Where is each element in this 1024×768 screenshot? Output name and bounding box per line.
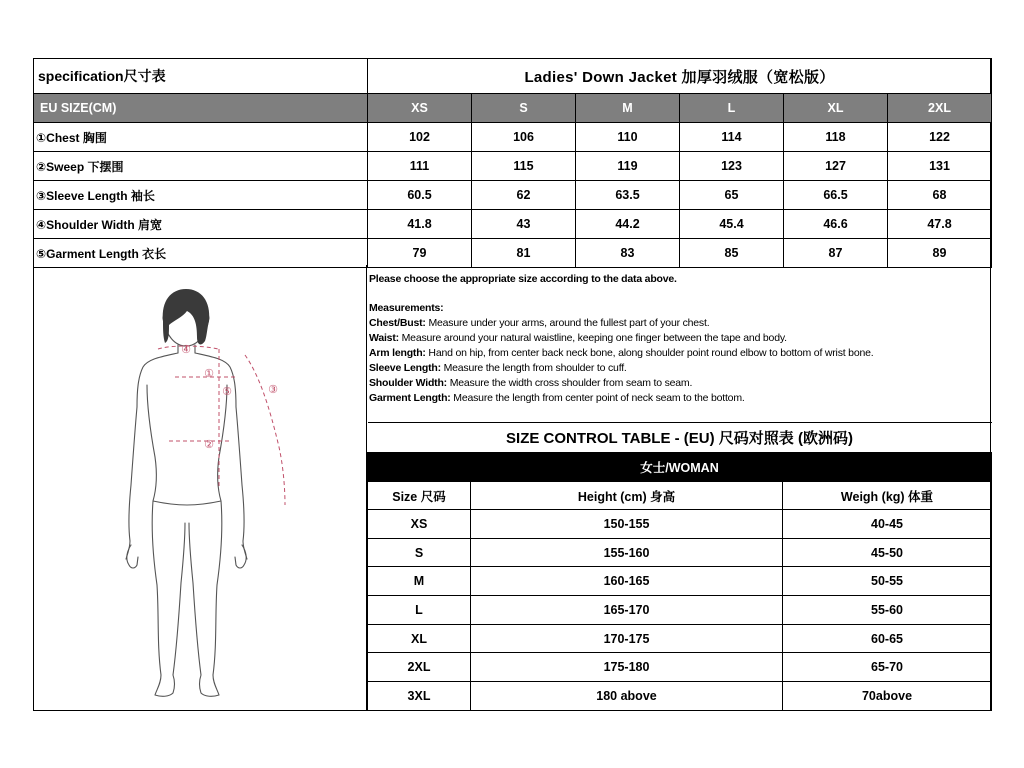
marker-sleeve: ③ <box>268 384 278 396</box>
sheet-label: specification尺寸表 <box>34 59 368 94</box>
measurement-value: 114 <box>680 123 784 152</box>
note-term: Waist: <box>369 332 399 344</box>
size-col-header: XS <box>368 94 472 123</box>
height-cell: 165-170 <box>471 596 783 625</box>
measurement-value: 62 <box>472 181 576 210</box>
notes-heading: Measurements: <box>369 302 444 314</box>
measurement-value: 131 <box>888 152 992 181</box>
table-row <box>368 596 992 625</box>
column-header-size: Size 尺码 <box>368 482 471 510</box>
weight-cell: 60-65 <box>783 624 992 653</box>
measurement-label: ②Sweep 下摆围 <box>34 152 368 181</box>
note-shoulder-width <box>369 376 989 391</box>
measurement-value: 44.2 <box>576 210 680 239</box>
size-cell: XL <box>368 624 471 653</box>
weight-cell: 65-70 <box>783 653 992 682</box>
size-header-label: EU SIZE(CM) <box>34 94 368 123</box>
measurement-value: 111 <box>368 152 472 181</box>
size-cell: 3XL <box>368 682 471 711</box>
size-control-title: SIZE CONTROL TABLE - (EU) 尺码对照表 (欧洲码) <box>368 423 992 453</box>
measurement-value: 68 <box>888 181 992 210</box>
measurement-label: ③Sleeve Length 袖长 <box>34 181 368 210</box>
measurement-row-sleeve <box>34 181 992 210</box>
size-spec-table <box>33 58 992 268</box>
measurement-value: 83 <box>576 239 680 268</box>
note-garment-length <box>369 391 989 406</box>
measurement-value: 118 <box>784 123 888 152</box>
measurement-value: 79 <box>368 239 472 268</box>
measurement-value: 106 <box>472 123 576 152</box>
note-term: Sleeve Length: <box>369 362 441 374</box>
table-row <box>368 510 992 539</box>
note-term: Arm length: <box>369 347 426 359</box>
measurement-value: 87 <box>784 239 888 268</box>
table-row <box>368 624 992 653</box>
table-row <box>368 653 992 682</box>
product-title: Ladies' Down Jacket 加厚羽绒服（宽松版） <box>368 59 992 94</box>
size-cell: XS <box>368 510 471 539</box>
measurement-value: 65 <box>680 181 784 210</box>
measurement-value: 85 <box>680 239 784 268</box>
note-waist <box>369 331 989 346</box>
measurement-value: 123 <box>680 152 784 181</box>
marker-shoulder: ④ <box>181 344 191 356</box>
size-cell: L <box>368 596 471 625</box>
height-cell: 175-180 <box>471 653 783 682</box>
table-row <box>368 682 992 711</box>
measurement-label: ⑤Garment Length 衣长 <box>34 239 368 268</box>
measurement-value: 43 <box>472 210 576 239</box>
measurement-row-chest <box>34 123 992 152</box>
measurement-value: 102 <box>368 123 472 152</box>
measurement-value: 45.4 <box>680 210 784 239</box>
note-chest <box>369 316 989 331</box>
measurement-notes <box>369 272 989 406</box>
notes-intro: Please choose the appropriate size according to the data above. <box>369 273 677 285</box>
gender-label: 女士/WOMAN <box>368 453 992 482</box>
size-col-header: S <box>472 94 576 123</box>
column-header-weight: Weigh (kg) 体重 <box>783 482 992 510</box>
note-term: Shoulder Width: <box>369 377 447 389</box>
measure-lines <box>158 346 285 505</box>
size-control-table <box>367 422 992 711</box>
weight-cell: 70above <box>783 682 992 711</box>
measurement-value: 110 <box>576 123 680 152</box>
height-cell: 180 above <box>471 682 783 711</box>
size-cell: 2XL <box>368 653 471 682</box>
measurement-label: ④Shoulder Width 肩宽 <box>34 210 368 239</box>
measurement-value: 63.5 <box>576 181 680 210</box>
weight-cell: 50-55 <box>783 567 992 596</box>
column-header-height: Height (cm) 身高 <box>471 482 783 510</box>
measurement-value: 122 <box>888 123 992 152</box>
spec-title-row <box>34 59 992 94</box>
measurement-value: 115 <box>472 152 576 181</box>
marker-sweep: ② <box>204 439 214 451</box>
size-cell: S <box>368 538 471 567</box>
height-cell: 160-165 <box>471 567 783 596</box>
measure-markers <box>181 344 278 451</box>
measurement-row-garment-length <box>34 239 992 268</box>
measurement-value: 127 <box>784 152 888 181</box>
size-col-header: 2XL <box>888 94 992 123</box>
marker-garment-length: ⑤ <box>222 386 232 398</box>
note-text: Measure under your arms, around the fullest part of your chest. <box>425 317 710 329</box>
height-cell: 170-175 <box>471 624 783 653</box>
measurement-value: 60.5 <box>368 181 472 210</box>
note-text: Hand on hip, from center back neck bone, along shoulder point round elbow to bottom of wrist bone. <box>425 347 874 359</box>
measurement-value: 81 <box>472 239 576 268</box>
note-sleeve-length <box>369 361 989 376</box>
measurement-value: 41.8 <box>368 210 472 239</box>
weight-cell: 40-45 <box>783 510 992 539</box>
note-term: Garment Length: <box>369 392 451 404</box>
note-text: Measure the length from shoulder to cuff. <box>440 362 627 374</box>
measurement-value: 89 <box>888 239 992 268</box>
height-cell: 150-155 <box>471 510 783 539</box>
measurement-row-shoulder <box>34 210 992 239</box>
size-cell: M <box>368 567 471 596</box>
body-figure-panel <box>33 265 367 711</box>
size-col-header: L <box>680 94 784 123</box>
size-control-header-row <box>368 482 992 510</box>
weight-cell: 45-50 <box>783 538 992 567</box>
gender-row <box>368 453 992 482</box>
note-arm-length <box>369 346 989 361</box>
size-header-row <box>34 94 992 123</box>
measurement-label: ①Chest 胸围 <box>34 123 368 152</box>
measurement-value: 119 <box>576 152 680 181</box>
note-term: Chest/Bust: <box>369 317 426 329</box>
measurement-value: 46.6 <box>784 210 888 239</box>
table-row <box>368 538 992 567</box>
note-text: Measure around your natural waistline, keeping one finger between the tape and body. <box>398 332 787 344</box>
size-col-header: XL <box>784 94 888 123</box>
measurement-row-sweep <box>34 152 992 181</box>
size-col-header: M <box>576 94 680 123</box>
body-figure-illustration <box>33 265 366 711</box>
weight-cell: 55-60 <box>783 596 992 625</box>
size-control-title-row <box>368 423 992 453</box>
note-text: Measure the width cross shoulder from seam to seam. <box>446 377 693 389</box>
measurement-value: 66.5 <box>784 181 888 210</box>
note-text: Measure the length from center point of neck seam to the bottom. <box>450 392 745 404</box>
marker-chest: ① <box>204 368 214 380</box>
measurement-value: 47.8 <box>888 210 992 239</box>
height-cell: 155-160 <box>471 538 783 567</box>
table-row <box>368 567 992 596</box>
